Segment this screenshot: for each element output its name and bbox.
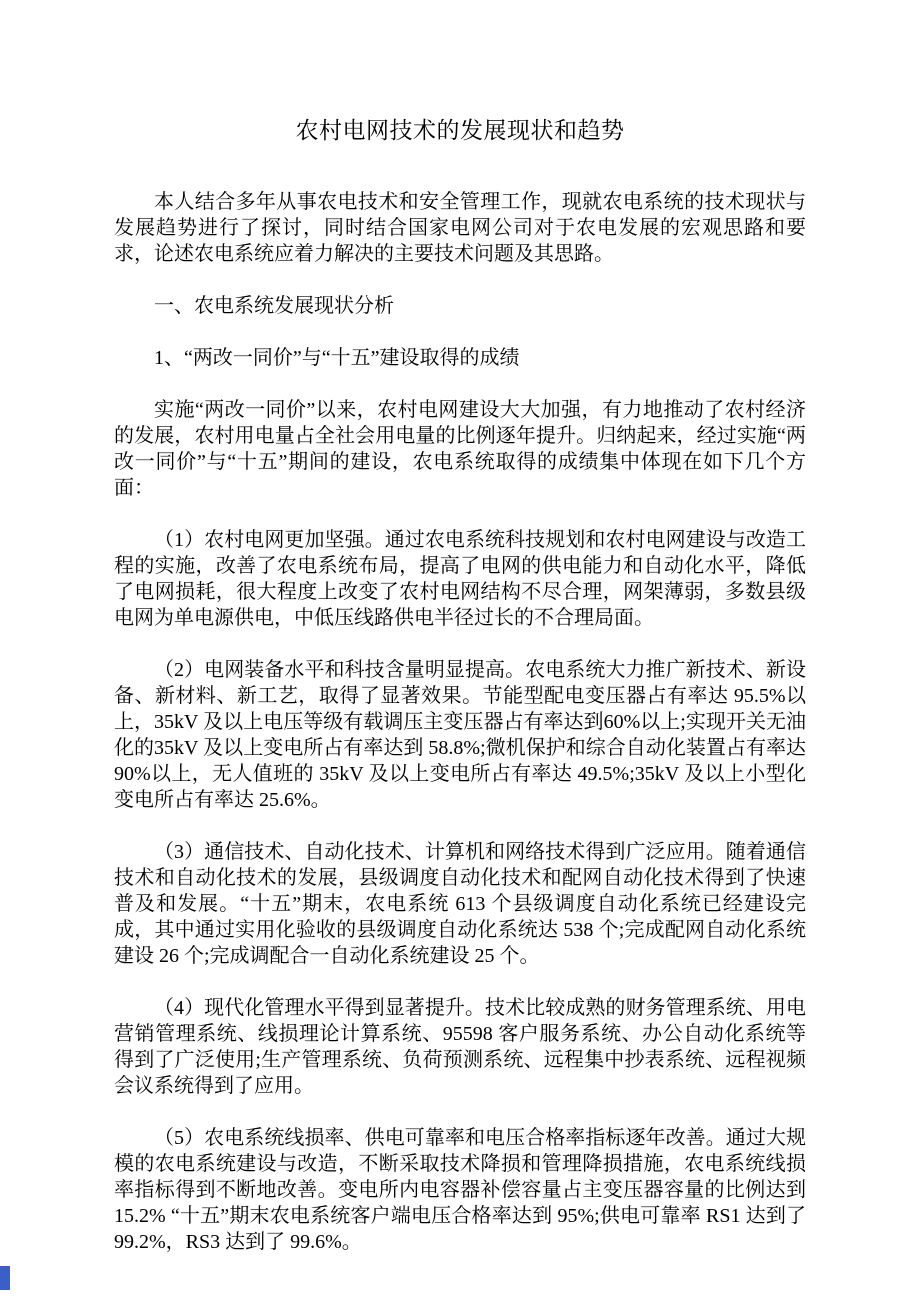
paragraph-intro: 本人结合多年从事农电技术和安全管理工作，现就农电系统的技术现状与发展趋势进行了探讨，同时结合国家电网公司对于农电发展的宏观思路和要求，论述农电系统应着力解决的主要技术问题及其思路。 [114,191,806,265]
paragraph-item-2: （2）电网装备水平和科技含量明显提高。农电系统大力推广新技术、新设备、新材料、新工艺，取得了显著效果。节能型配电变压器占有率达 95.5%以上，35kV 及以上电压等级有载调压主变压器占有率达到60%以上;实现开关无油化的35kV 及以上变电所占有率达到 58.8%;微机保护和综合自动化装置占有率达 90%以上，无人值班的 35kV 及以上变电所占有率达 49.5%;35kV 及以上小型化变电所占有率达 25.6%。 [114,659,806,811]
paragraph-overview: 实施“两改一同价”以来，农村电网建设大大加强，有力地推动了农村经济的发展，农村用电量占全社会用电量的比例逐年提升。归纳起来，经过实施“两改一同价”与“十五”期间的建设，农电系统取得的成绩集中体现在如下几个方面： [114,399,806,499]
paragraph-item-3: （3）通信技术、自动化技术、计算机和网络技术得到广泛应用。随着通信技术和自动化技术的发展，县级调度自动化技术和配网自动化技术得到了快速普及和发展。“十五”期末，农电系统 613 个县级调度自动化系统已经建设完成，其中通过实用化验收的县级调度自动化系统达 538 个;完成配网自动化系统建设 26 个;完成调配合一自动化系统建设 25 个。 [114,841,806,967]
paragraph-item-1: （1）农村电网更加坚强。通过农电系统科技规划和农村电网建设与改造工程的实施，改善了农电系统布局，提高了电网的供电能力和自动化水平，降低了电网损耗，很大程度上改变了农村电网结构不尽合理，网架薄弱，多数县级电网为单电源供电，中低压线路供电半径过长的不合理局面。 [114,529,806,629]
document-title: 农村电网技术的发展现状和趋势 [295,118,625,143]
corner-blue-artifact [0,1266,10,1290]
heading-subsection-1: 1、“两改一同价”与“十五”建设取得的成绩 [154,347,520,369]
heading-section-1: 一、农电系统发展现状分析 [154,295,394,317]
paragraph-item-4: （4）现代化管理水平得到显著提升。技术比较成熟的财务管理系统、用电营销管理系统、线损理论计算系统、95598 客户服务系统、办公自动化系统等得到了广泛使用;生产管理系统、负荷预测系统、远程集中抄表系统、远程视频会议系统得到了应用。 [114,997,806,1097]
paragraph-item-5: （5）农电系统线损率、供电可靠率和电压合格率指标逐年改善。通过大规模的农电系统建设与改造，不断采取技术降损和管理降损措施，农电系统线损率指标得到不断地改善。变电所内电容器补偿容量占主变压器容量的比例达到 15.2% “十五”期末农电系统客户端电压合格率达到 95%;供电可靠率 RS1 达到了 99.2%，RS3 达到了 99.6%。 [114,1127,806,1253]
